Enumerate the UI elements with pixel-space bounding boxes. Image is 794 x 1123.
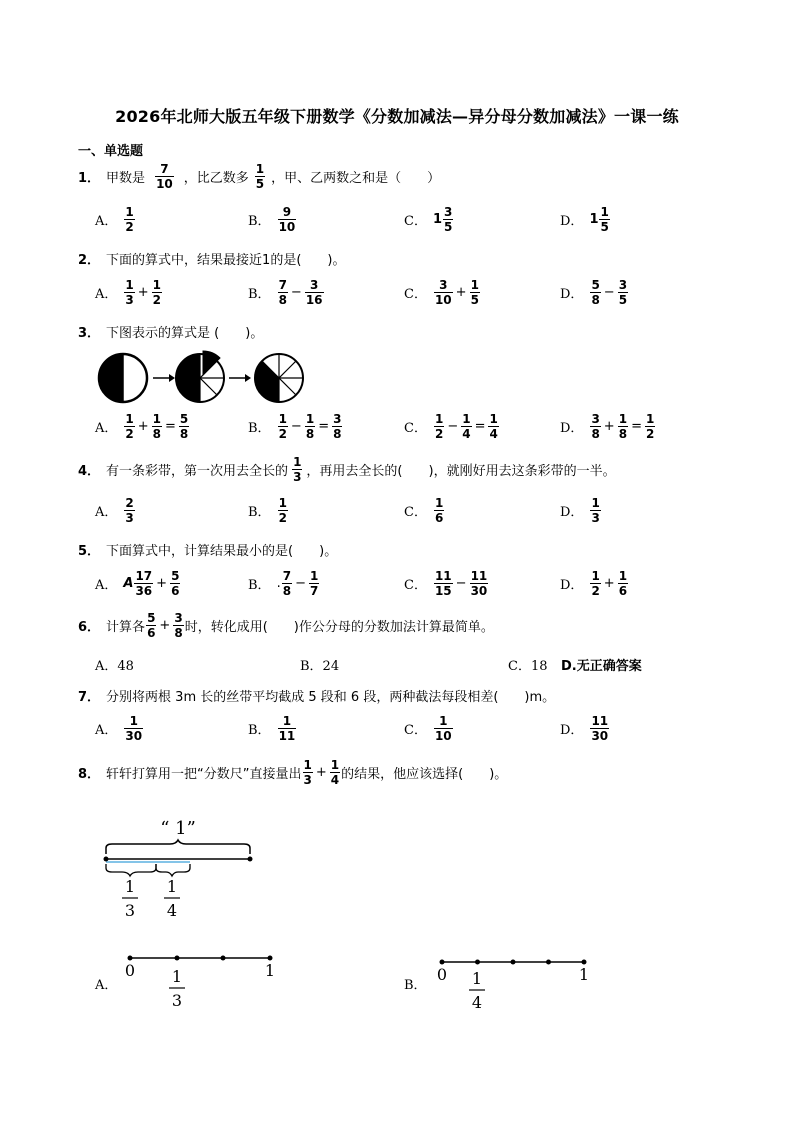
q1-option-a[interactable]: A． $\frac{1}{2}$ xyxy=(95,205,134,234)
question-3: 3． 下图表示的算式是 ( )。 xyxy=(78,322,263,341)
q1-text-1: 甲数是 xyxy=(106,171,146,186)
q3-option-c[interactable]: C． $\frac{1}{2}$ − $\frac{1}{4}$ = $\frac{1}{4}$ xyxy=(404,412,498,441)
q4-option-a[interactable]: A． $\frac{2}{3}$ xyxy=(95,496,134,525)
q8-option-a-ruler[interactable] xyxy=(120,948,280,1012)
q3-option-d[interactable]: D． $\frac{3}{8}$ + $\frac{1}{8}$ = $\frac{1}{2}$ xyxy=(560,412,655,441)
q7-option-a[interactable]: A． $\frac{1}{30}$ xyxy=(95,714,143,743)
q2-option-c[interactable]: C． $\frac{3}{10}$ + $\frac{1}{5}$ xyxy=(404,278,479,307)
q3-option-b[interactable]: B． $\frac{1}{2}$ − $\frac{1}{8}$ = $\frac{3}{8}$ xyxy=(248,412,342,441)
fraction: $\frac{9}{10}$ xyxy=(278,205,296,234)
page-title: 2026年北师大版五年级下册数学《分数加减法—异分母分数加减法》一课一练 xyxy=(115,107,679,126)
question-2: 2． 下面的算式中，结果最接近1的是( )。 xyxy=(78,249,345,268)
question-8: 8． 轩轩打算用一把“分数尺”直接量出 $\frac{1}{3}$ + $\frac{1}{4}$ 的结果，他应该选择( )。 xyxy=(78,758,508,787)
q2-option-a[interactable]: A． $\frac{1}{3}$ + $\frac{1}{2}$ xyxy=(95,278,162,307)
q8-option-b-ruler[interactable] xyxy=(432,952,597,1016)
q7-option-c[interactable]: C． $\frac{1}{10}$ xyxy=(404,714,452,743)
q3-text: 下图表示的算式是 ( )。 xyxy=(106,326,264,341)
q6-option-d[interactable]: D.无正确答案 xyxy=(561,659,642,674)
ruler-frac-2-num: 1 xyxy=(166,877,178,896)
fraction: $\frac{1}{2}$ xyxy=(125,205,134,234)
q3-option-a[interactable]: A． $\frac{1}{2}$ + $\frac{1}{8}$ = $\frac{5}{8}$ xyxy=(95,412,189,441)
q4-option-b[interactable]: B． $\frac{1}{2}$ xyxy=(248,496,287,525)
fraction-ruler-figure xyxy=(98,812,263,924)
question-1 xyxy=(78,162,440,191)
tick-frac-num: 1 xyxy=(471,969,483,988)
fraction: $\frac{7}{10}$ xyxy=(156,162,173,191)
q2-text: 下面的算式中，结果最接近1的是( )。 xyxy=(106,253,346,268)
fraction: $\frac{1}{5}$ xyxy=(600,205,609,234)
tick-one: 1 xyxy=(578,965,590,984)
q8-option-a-label[interactable]: A． xyxy=(95,978,118,993)
q8-text-2: 的结果，他应该选择( )。 xyxy=(341,767,508,782)
question-6: 6． 计算各 $\frac{5}{6}$ + $\frac{3}{8}$ 时，转化成用( )作公分母的分数加法计算最简单。 xyxy=(78,611,494,640)
question-5: 5． 下面算式中，计算结果最小的是( )。 xyxy=(78,540,337,559)
q1-text-2: ，比乙数多 xyxy=(183,171,249,186)
q7-option-b[interactable]: B． $\frac{1}{11}$ xyxy=(248,714,296,743)
q7-option-d[interactable]: D． $\frac{11}{30}$ xyxy=(560,714,609,743)
tick-one: 1 xyxy=(264,961,276,980)
tick-frac-den: 3 xyxy=(171,991,183,1010)
fraction: $\frac{1}{5}$ xyxy=(255,162,265,191)
q5-option-a[interactable]: A． A $\frac{17}{36}$ + $\frac{5}{6}$ xyxy=(95,569,180,598)
question-number: 1． xyxy=(78,171,101,186)
tick-frac-num: 1 xyxy=(171,967,183,986)
q6-option-c[interactable]: C．18 xyxy=(508,659,548,674)
ruler-frac-1-num: 1 xyxy=(124,877,136,896)
q5-option-b[interactable]: B． . $\frac{7}{8}$ − $\frac{1}{7}$ xyxy=(248,569,319,598)
q2-option-d[interactable]: D． $\frac{5}{8}$ − $\frac{3}{5}$ xyxy=(560,278,628,307)
circle-2 xyxy=(176,351,224,402)
q5-text: 下面算式中，计算结果最小的是( )。 xyxy=(106,544,338,559)
q5-option-c[interactable]: C． $\frac{11}{15}$ − $\frac{11}{30}$ xyxy=(404,569,488,598)
q6-text-2: 时，转化成用( )作公分母的分数加法计算最简单。 xyxy=(184,620,494,635)
q2-option-b[interactable]: B． $\frac{7}{8}$ − $\frac{3}{16}$ xyxy=(248,278,323,307)
q4-option-d[interactable]: D． $\frac{1}{3}$ xyxy=(560,496,600,525)
q8-text-1: 轩轩打算用一把“分数尺”直接量出 xyxy=(106,767,302,782)
section-heading: 一、单选题 xyxy=(78,144,144,159)
q8-option-b-label[interactable]: B． xyxy=(404,978,427,993)
q1-option-d[interactable]: D． 1 $\frac{1}{5}$ xyxy=(560,205,609,234)
circle-figure xyxy=(95,350,310,406)
question-4: 4． 有一条彩带，第一次用去全长的 $\frac{1}{3}$ ，再用去全长的( )，就刚好用去这条彩带的一半。 xyxy=(78,455,616,484)
ruler-frac-1-den: 3 xyxy=(124,901,136,920)
q6-option-b[interactable]: B．24 xyxy=(300,659,340,674)
circle-3 xyxy=(255,354,303,402)
tick-frac-den: 4 xyxy=(471,993,483,1012)
q4-text-2: ，再用去全长的( )，就刚好用去这条彩带的一半。 xyxy=(306,464,616,479)
q6-option-a[interactable]: A．48 xyxy=(95,659,134,674)
q1-option-b[interactable]: B． $\frac{9}{10}$ xyxy=(248,205,296,234)
q1-option-c[interactable]: C． 1 $\frac{3}{5}$ xyxy=(404,205,453,234)
q5-option-d[interactable]: D． $\frac{1}{2}$ + $\frac{1}{6}$ xyxy=(560,569,628,598)
ruler-label: “ 1” xyxy=(160,818,196,839)
tick-zero: 0 xyxy=(124,961,136,980)
tick-zero: 0 xyxy=(436,965,448,984)
q6-text-1: 计算各 xyxy=(106,620,146,635)
fraction: $\frac{3}{5}$ xyxy=(444,205,453,234)
ruler-frac-2-den: 4 xyxy=(166,901,178,920)
q7-text: 分别将两根 3m 长的丝带平均截成 5 段和 6 段，两种截法每段相差( )m。 xyxy=(106,690,556,705)
q1-text-3: ，甲、乙两数之和是（ ） xyxy=(271,171,441,186)
q4-option-c[interactable]: C． $\frac{1}{6}$ xyxy=(404,496,444,525)
question-7: 7． 分别将两根 3m 长的丝带平均截成 5 段和 6 段，两种截法每段相差( )m。 xyxy=(78,686,555,705)
q4-text-1: 有一条彩带，第一次用去全长的 xyxy=(106,464,289,479)
